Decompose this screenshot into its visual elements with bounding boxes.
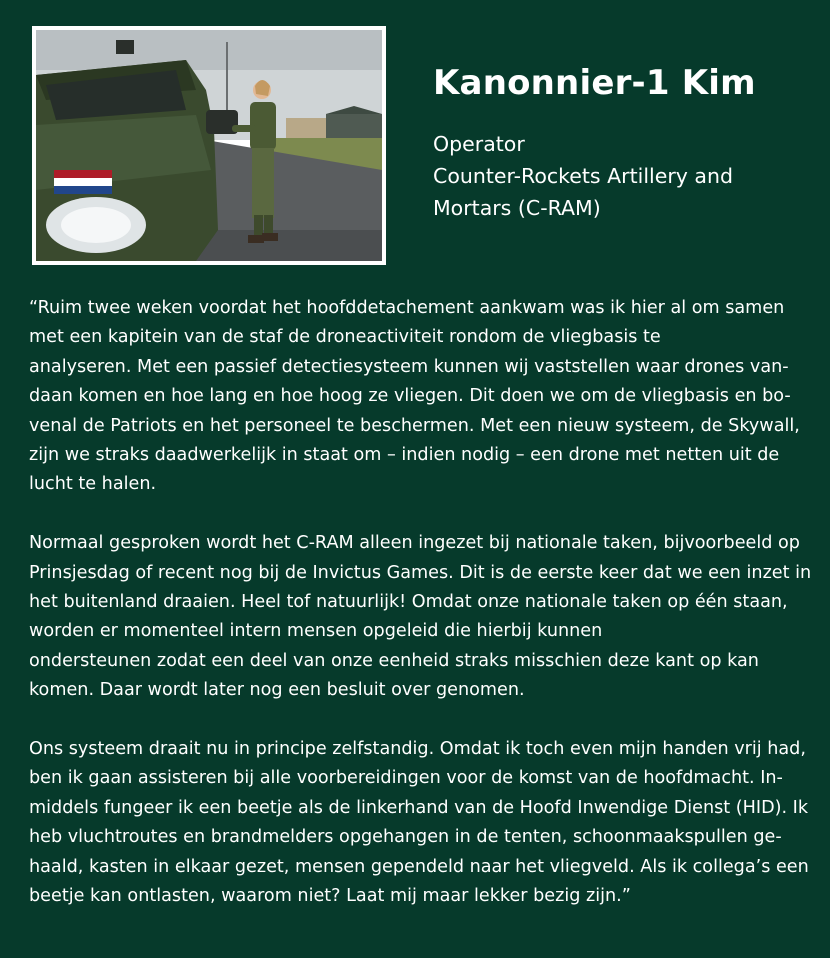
text-line: middels fungeer ik een beetje als de linkerhand van de Hoofd Inwendige Dienst (HID). Ik [29, 797, 809, 818]
text-line: analyseren. Met een passief detectiesysteem kunnen wij vaststellen waar drones van- [29, 356, 789, 377]
person-role [433, 128, 813, 224]
role-line: Mortars (C-RAM) [433, 196, 601, 220]
text-line: haald, kasten in elkaar gezet, mensen gependeld naar het vliegveld. Als ik collega’s een [29, 856, 809, 877]
text-line: worden er momenteel intern mensen opgeleid die hierbij kunnen [29, 621, 603, 642]
quote-paragraph [29, 735, 819, 911]
text-line: Ons systeem draait nu in principe zelfstandig. Omdat ik toch even mijn handen vrij had, [29, 739, 806, 760]
quote-paragraph [29, 294, 819, 500]
text-line: ben ik gaan assisteren bij alle voorbereidingen voor de komst van de hoofdmacht. In- [29, 768, 783, 789]
profile-photo-frame [32, 26, 386, 265]
text-line: venal de Patriots en het personeel te beschermen. Met een nieuw systeem, de Skywall, [29, 415, 800, 436]
text-line: zijn we straks daadwerkelijk in staat om – indien nodig – een drone met netten uit de [29, 445, 780, 466]
text-line: beetje kan ontlasten, waarom niet? Laat mij maar lekker bezig zijn.” [29, 886, 631, 907]
text-line: met een kapitein van de staf de droneactiviteit rondom de vliegbasis te [29, 327, 661, 348]
person-name: Kanonnier-1 Kim [433, 63, 756, 103]
text-line: lucht te halen. [29, 474, 157, 495]
profile-photo [36, 30, 382, 261]
text-line: “Ruim twee weken voordat het hoofddetachement aankwam was ik hier al om samen [29, 298, 785, 318]
text-line: ondersteunen zodat een deel van onze eenheid straks misschien deze kant op kan [29, 650, 759, 671]
text-line: Prinsjesdag of recent nog bij de Invictus Games. Dit is de eerste keer dat we een inzet in [29, 562, 812, 583]
text-line: Normaal gesproken wordt het C-RAM alleen ingezet bij nationale taken, bijvoorbeeld op [29, 533, 800, 554]
role-line: Operator [433, 132, 525, 156]
quote-paragraph [29, 529, 819, 705]
text-line: heb vluchtroutes en brandmelders opgehangen in de tenten, schoonmaakspullen ge- [29, 827, 782, 848]
text-line: daan komen en hoe lang en hoe hoog ze vliegen. Dit doen we om de vliegbasis en bo- [29, 386, 791, 407]
text-line: komen. Daar wordt later nog een besluit over genomen. [29, 680, 525, 701]
role-line: Counter-Rockets Artillery and [433, 164, 733, 188]
profile-header [433, 60, 813, 224]
quote-body [29, 294, 819, 941]
text-line: het buitenland draaien. Heel tof natuurlijk! Omdat onze nationale taken op één staan, [29, 592, 788, 613]
